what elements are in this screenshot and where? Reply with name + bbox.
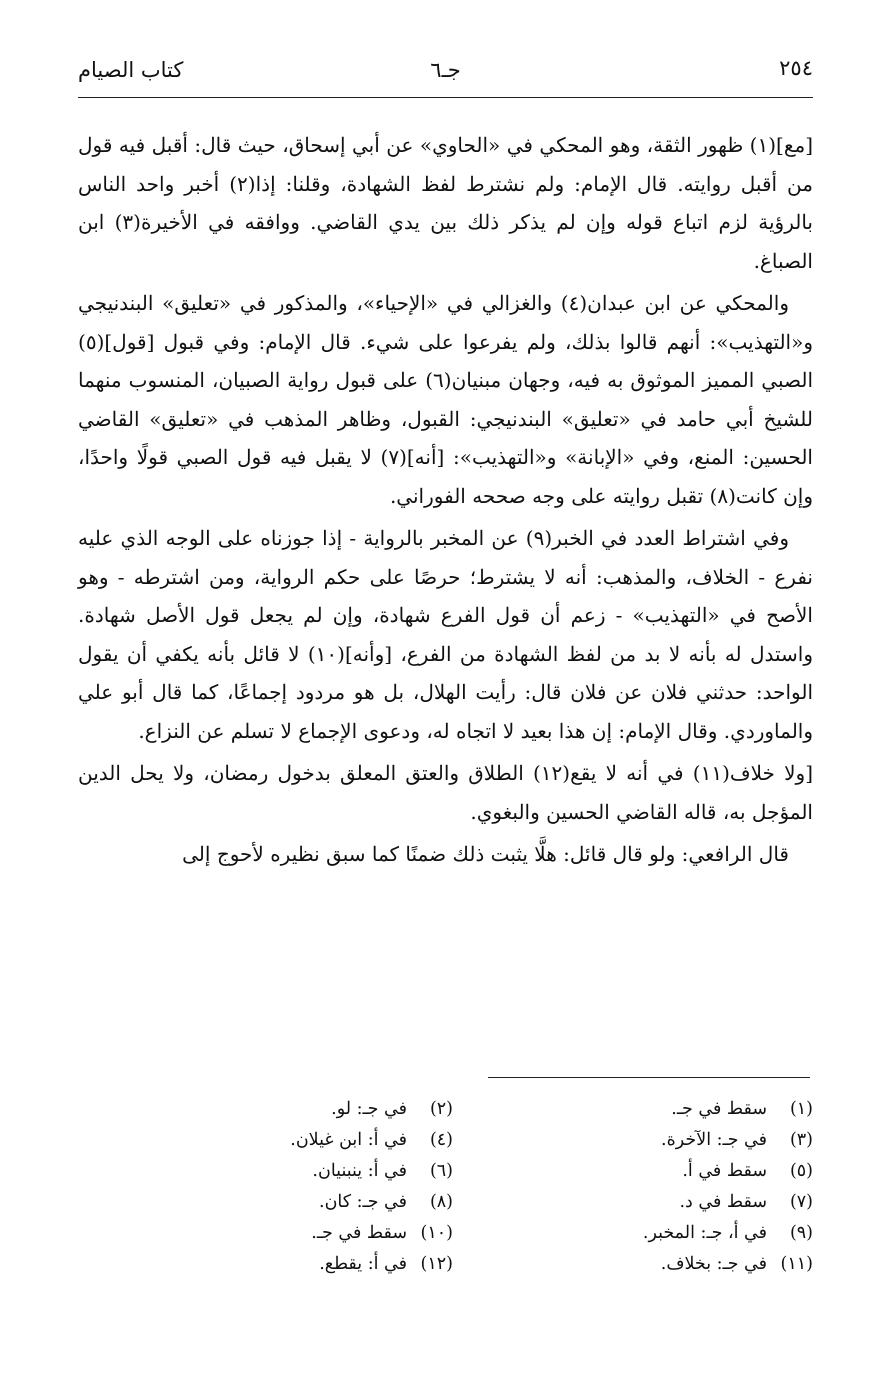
footnote (78, 1156, 453, 1186)
footnote-text: في أ: ينبنيان. (312, 1161, 407, 1181)
footnote-number: (٦) (429, 1161, 453, 1181)
footnote-number: (٧) (789, 1192, 813, 1212)
footnote-text: في جـ: بخلاف. (660, 1254, 767, 1274)
footnote (453, 1187, 813, 1217)
footnote-text: في جـ: كان. (319, 1192, 407, 1212)
footnote-text: سقط في د. (679, 1192, 767, 1212)
footnote (78, 1125, 453, 1155)
footnote-text: في أ: يقطع. (319, 1254, 407, 1274)
paragraph: قال الرافعي: ولو قال قائل: هلَّا يثبت ذلك ضمنًا كما سبق نظيره لأحوج إلى (182, 842, 789, 866)
footnote-text: سقط في جـ. (671, 1099, 767, 1119)
page-number: ٢٥٤ (779, 56, 813, 80)
footnote (453, 1218, 813, 1248)
footnote (78, 1094, 453, 1124)
main-text (78, 126, 813, 874)
footnote (78, 1187, 453, 1217)
footnote-text: في جـ: لو. (331, 1099, 407, 1119)
footnote-number: (١٠) (420, 1223, 453, 1243)
paragraph: [ولا خلاف(١١) في أنه لا يقع(١٢) الطلاق والعتق المعلق بدخول رمضان، ولا يحل الدين المؤجل به، قاله القاضي الحسين والبغوي. (78, 761, 813, 824)
footnote-number: (١) (789, 1099, 813, 1119)
footnote (453, 1156, 813, 1186)
footnote-number: (٣) (789, 1130, 813, 1150)
paragraph: [مع](١) ظهور الثقة، وهو المحكي في «الحاوي» عن أبي إسحاق، حيث قال: أقبل فيه قول من أقبل روايته. قال الإمام: ولم نشترط لفظ الشهادة، وقلنا: إذا(٢) أخبر واحد الناس بالرؤية لزم اتباع قوله وإن لم يذكر ذلك بين يدي القاضي. ووافقه في الأخيرة(٣) ابن الصباغ. (78, 133, 813, 273)
footnotes (78, 1094, 813, 1279)
footnote (453, 1249, 813, 1279)
footnote-number: (٤) (429, 1130, 453, 1150)
footnote-text: في أ، جـ: المخبر. (642, 1223, 767, 1243)
volume-label: جـ٦ (430, 58, 461, 82)
footnote-text: في جـ: الآخرة. (661, 1130, 767, 1150)
footnote-text: في أ: ابن غيلان. (290, 1130, 407, 1150)
footnote (78, 1218, 453, 1248)
footnote (453, 1094, 813, 1124)
footnote (453, 1125, 813, 1155)
footnote-number: (١١) (780, 1254, 813, 1274)
footnote-divider (488, 1077, 810, 1078)
footnote-number: (١٢) (420, 1254, 453, 1274)
footnote-number: (٩) (789, 1223, 813, 1243)
footnote (78, 1249, 453, 1279)
footnote-number: (٥) (789, 1161, 813, 1181)
book-title: كتاب الصيام (78, 58, 184, 82)
footnote-text: سقط في جـ. (311, 1223, 407, 1243)
running-header (78, 52, 813, 90)
footnote-number: (٨) (429, 1192, 453, 1212)
footnote-number: (٢) (429, 1099, 453, 1119)
paragraph: وفي اشتراط العدد في الخبر(٩) عن المخبر بالرواية - إذا جوزناه على الوجه الذي عليه نفرع - الخلاف، والمذهب: أنه لا يشترط؛ حرصًا على حكم الرواية، ومن اشترطه - وهو الأصح في «التهذيب» - زعم أن قول الفرع شهادة، وإن لم يجعل قول الأصل شهادة. واستدل له بأنه لا بد من لفظ الشهادة من الفرع، [وأنه](١٠) لا قائل بأنه يكفي أن يقول الواحد: حدثني فلان عن فلان قال: رأيت الهلال، بل هو مردود إجماعًا، كما قال أبو علي والماوردي. وقال الإمام: إن هذا بعيد لا اتجاه له، ودعوى الإجماع لا تسلم عن النزاع. (78, 526, 813, 743)
footnote-text: سقط في أ. (682, 1161, 767, 1181)
header-divider (78, 97, 813, 98)
paragraph: والمحكي عن ابن عبدان(٤) والغزالي في «الإحياء»، والمذكور في «تعليق» البندنيجي و«التهذيب»: أنهم قالوا بذلك، ولم يفرعوا على شيء. قال الإمام: وفي قبول [قول](٥) الصبي المميز الموثوق به فيه، وجهان مبنيان(٦) على قبول رواية الصبيان، المنسوب منهما للشيخ أبي حامد في «تعليق» البندنيجي: القبول، وظاهر المذهب في «تعليق» القاضي الحسين: المنع، وفي «الإبانة» و«التهذيب»: [أنه](٧) لا يقبل فيه قول الصبي قولًا واحدًا، وإن كانت(٨) تقبل روايته على وجه صححه الفوراني. (78, 291, 814, 508)
